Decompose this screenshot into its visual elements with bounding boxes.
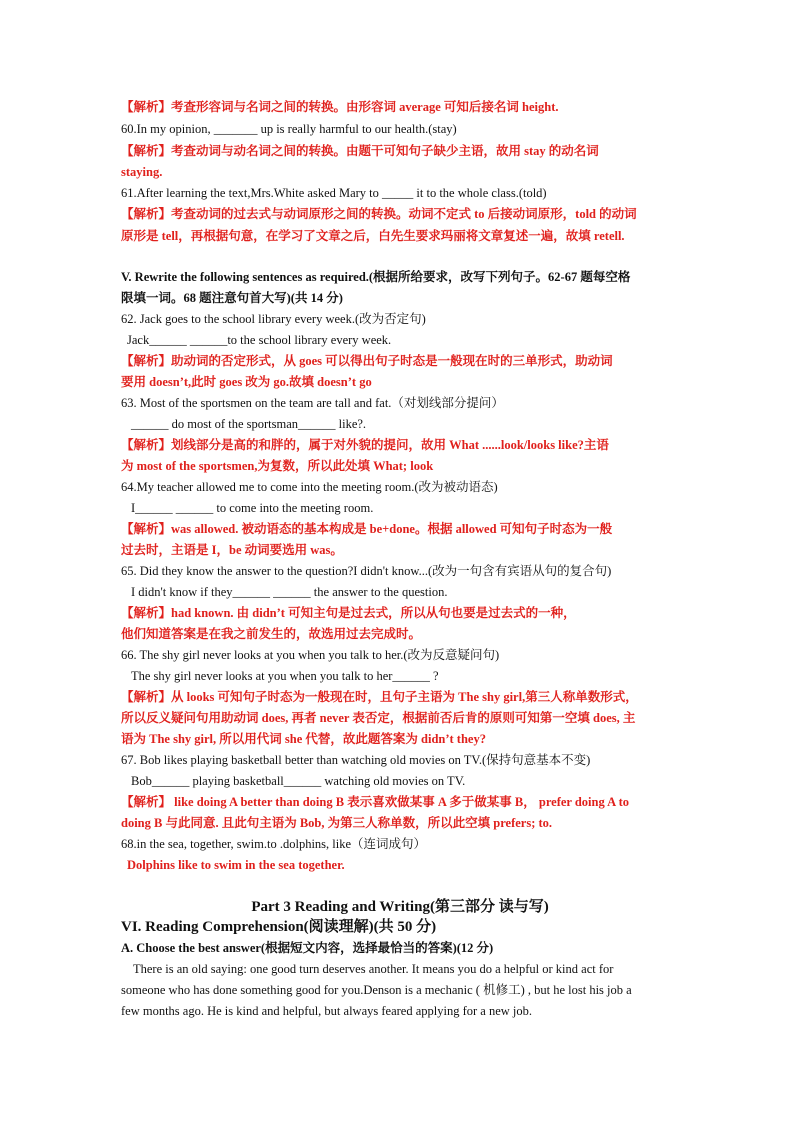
analysis-67-line2: doing B 与此同意. 且此句主语为 Bob, 为第三人称单数，所以此空填 prefers; to. — [121, 816, 553, 830]
question-65: 65. Did they know the answer to the question?I didn't know...(改为一句含有宾语从句的复合句) — [121, 564, 612, 578]
analysis-65-line2: 他们知道答案是在我之前发生的，故选用过去完成时。 — [121, 627, 422, 641]
question-66: 66. The shy girl never looks at you when you talk to her.(改为反意疑问句) — [121, 648, 500, 662]
passage-line3: few months ago. He is kind and helpful, but always feared applying for a new job. — [121, 1004, 533, 1018]
question-64: 64.My teacher allowed me to come into the meeting room.(改为被动语态) — [121, 480, 498, 494]
analysis-63-line2: 为 most of the sportsmen,为复数，所以此处填 What; look — [121, 459, 434, 473]
question-67-blank: Bob______ playing basketball______ watching old movies on TV. — [131, 774, 466, 788]
reading-passage — [121, 959, 681, 1022]
passage-line2: someone who has done something good for you.Denson is a mechanic ( 机修工) , but he lost his job a — [121, 983, 632, 997]
question-66-blank: The shy girl never looks at you when you talk to her______ ? — [131, 669, 439, 683]
question-67: 67. Bob likes playing basketball better than watching old movies on TV.(保持句意基本不变) — [121, 753, 591, 767]
question-62: 62. Jack goes to the school library every week.(改为否定句) — [121, 312, 426, 326]
question-63-blank: ______ do most of the sportsman______ like?. — [131, 417, 367, 431]
passage-line1: There is an old saying: one good turn deserves another. It means you do a helpful or kind act for — [133, 962, 614, 976]
question-64-blank: I______ ______ to come into the meeting room. — [131, 501, 374, 515]
subsection-a-title: A. Choose the best answer(根据短文内容，选择最恰当的答案)(12 分) — [121, 941, 494, 955]
section-v-title-line1: V. Rewrite the following sentences as required.(根据所给要求，改写下列句子。62-67 题每空格 — [121, 270, 631, 284]
analysis-64-line2: 过去时，主语是 I，be 动词要选用 was。 — [121, 543, 343, 557]
analysis-61-line2: 原形是 tell，再根据句意，在学习了文章之后，白先生要求玛丽将文章复述一遍，故填 retell. — [121, 229, 625, 243]
analysis-62-line2: 要用 doesn’t,此时 goes 改为 go.故填 doesn’t go — [121, 375, 372, 389]
section-v-title-line2: 限填一词。68 题注意句首大写)(共 14 分) — [121, 291, 343, 305]
analysis-65-line1: 【解析】had known. 由 didn’t 可知主句是过去式，所以从句也要是过去式的一种， — [121, 606, 576, 620]
answer-68: Dolphins like to swim in the sea together. — [127, 858, 345, 872]
part3-title: Part 3 Reading and Writing(第三部分 读与写) — [251, 899, 549, 915]
analysis-60-line2: staying. — [121, 165, 163, 179]
analysis-62-line1: 【解析】助动词的否定形式，从 goes 可以得出句子时态是一般现在时的三单形式，助动词 — [121, 354, 613, 368]
question-65-blank: I didn't know if they______ ______ the answer to the question. — [131, 585, 448, 599]
question-63: 63. Most of the sportsmen on the team are tall and fat.（对划线部分提问） — [121, 396, 504, 410]
analysis-66-line2: 所以反义疑问句用助动词 does, 再者 never 表否定，根据前否后肯的原则可知第一空填 does, 主 — [121, 711, 636, 725]
analysis-59: 【解析】考查形容词与名词之间的转换。由形容词 average 可知后接名词 height. — [121, 100, 559, 114]
analysis-63-line1: 【解析】划线部分是高的和胖的，属于对外貌的提问，故用 What ......look/looks like?主语 — [121, 438, 609, 452]
analysis-64-line1: 【解析】was allowed. 被动语态的基本构成是 be+done。根据 allowed 可知句子时态为一般 — [121, 522, 613, 536]
analysis-67-line1: 【解析】 like doing A better than doing B 表示喜欢做某事 A 多于做某事 B， prefer doing A to — [121, 795, 630, 809]
analysis-60-line1: 【解析】考查动词与动名词之间的转换。由题干可知句子缺少主语，故用 stay 的动名词 — [121, 144, 599, 158]
question-62-blank: Jack______ ______to the school library every week. — [127, 333, 392, 347]
question-68: 68.in the sea, together, swim.to .dolphins, like（连词成句） — [121, 837, 427, 851]
analysis-66-line3: 语为 The shy girl, 所以用代词 she 代替，故此题答案为 didn’t they? — [121, 732, 486, 746]
question-61: 61.After learning the text,Mrs.White asked Mary to _____ it to the whole class.(told) — [121, 186, 547, 200]
analysis-61-line1: 【解析】考查动词的过去式与动词原形之间的转换。动词不定式 to 后接动词原形，told 的动词 — [121, 207, 637, 221]
section-vi-title: VI. Reading Comprehension(阅读理解)(共 50 分) — [121, 919, 437, 935]
analysis-66-line1: 【解析】从 looks 可知句子时态为一般现在时，且句子主语为 The shy girl,第三人称单数形式， — [121, 690, 638, 704]
question-60: 60.In my opinion, _______ up is really harmful to our health.(stay) — [121, 122, 457, 136]
